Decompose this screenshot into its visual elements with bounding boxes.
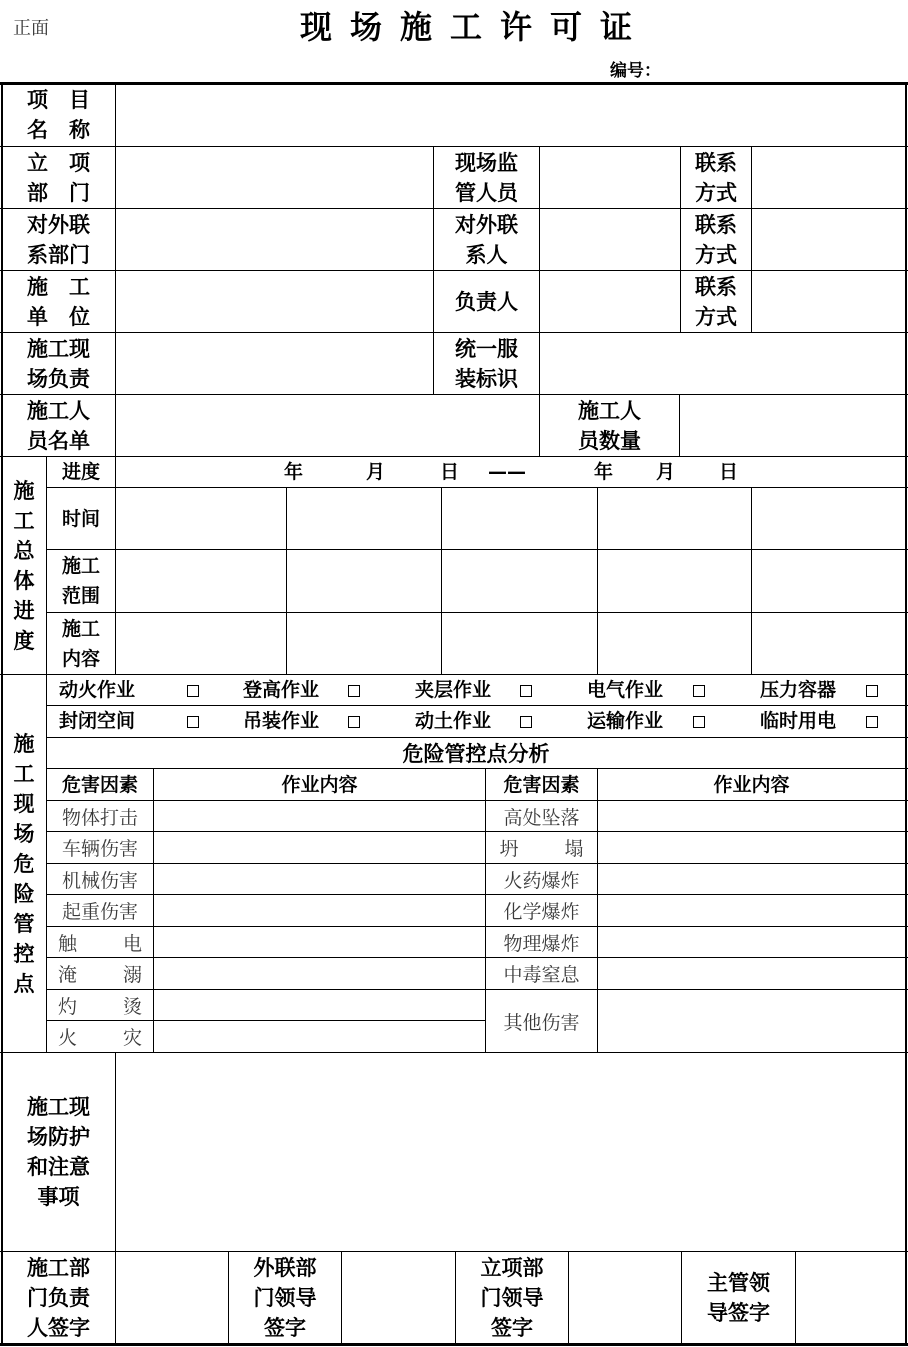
label-char: 控	[13, 941, 35, 966]
label-line: 联系	[695, 212, 737, 237]
progress-row-label-content	[47, 613, 115, 674]
contact-label-2	[681, 209, 751, 270]
label-char: 度	[13, 628, 35, 653]
row-line	[0, 394, 908, 395]
external-dept-input[interactable]	[117, 210, 431, 268]
work-type-label: 临时用电	[760, 710, 837, 732]
work-type-label: 吊装作业	[243, 710, 320, 732]
label-char: 项	[69, 150, 90, 175]
progress-cell[interactable]	[443, 489, 596, 548]
row-line	[46, 926, 908, 927]
label-char: 总	[13, 538, 35, 563]
label-char: 项	[27, 88, 48, 112]
label-line: 施工人	[27, 398, 90, 423]
hazard-factor-left	[47, 895, 153, 926]
label-char: 场	[13, 821, 35, 846]
hazard-name: 物理爆炸	[503, 932, 580, 955]
label-line: 施工人	[578, 398, 641, 423]
hazard-content-left-input[interactable]	[155, 1022, 484, 1051]
precautions-label	[2, 1053, 115, 1251]
start-day-label: 日	[440, 461, 460, 483]
label-char: 现	[13, 791, 35, 816]
label-char: 危	[13, 851, 35, 876]
col-line	[597, 487, 598, 674]
hazard-name: 化学爆炸	[503, 901, 580, 923]
progress-row-label-scope	[47, 550, 115, 612]
row-line	[46, 800, 908, 801]
label-line: 方式	[695, 180, 737, 205]
label-line: 主管领	[707, 1270, 770, 1295]
label-char: 险	[13, 881, 35, 906]
hazard-content-right-input[interactable]	[599, 991, 903, 1051]
label-char: 进	[13, 598, 35, 623]
col-line	[597, 768, 598, 1052]
row-line	[46, 863, 908, 864]
hazard-content-right-input[interactable]	[599, 865, 903, 893]
project-name-input[interactable]	[117, 86, 903, 144]
hazard-content-left-input[interactable]	[155, 802, 484, 830]
hazard-factor-right	[486, 927, 597, 957]
label-line: 门领导	[253, 1285, 317, 1310]
work-type-label: 登高作业	[243, 679, 320, 701]
hazard-char: 触	[58, 932, 78, 955]
label-char: 部	[27, 180, 48, 205]
progress-cell[interactable]	[443, 551, 596, 611]
worker-list-label	[2, 395, 115, 456]
checkbox-electrical-work[interactable]	[693, 685, 705, 697]
label-char: 门	[69, 180, 90, 205]
col-line	[153, 768, 154, 1052]
row-line	[46, 487, 908, 488]
table-bottom-border	[0, 1343, 908, 1346]
col-line	[679, 394, 680, 456]
col-line	[751, 487, 752, 674]
uniform-mark-label	[434, 333, 539, 394]
hazard-factor-left	[47, 1021, 153, 1052]
label-line: 方式	[695, 242, 737, 267]
progress-row-label-time: 时间	[61, 507, 100, 530]
label-line: 施工	[61, 555, 100, 577]
label-line: 管人员	[455, 180, 518, 205]
signature-input-construction-dept[interactable]	[117, 1253, 227, 1342]
hazard-factor-right	[486, 958, 597, 989]
hazard-name: 高处坠落	[503, 806, 580, 829]
person-in-charge-input[interactable]	[541, 272, 678, 330]
site-manager-input[interactable]	[117, 334, 431, 392]
col-line	[568, 1251, 569, 1345]
hazard-content-right-input[interactable]	[599, 896, 903, 925]
hazard-char: 电	[122, 932, 142, 955]
label-line: 人签字	[27, 1315, 90, 1340]
construction-unit-label	[2, 271, 115, 332]
label-line: 场防护	[27, 1125, 90, 1149]
contact-label-1	[681, 147, 751, 208]
hazard-factor-right	[486, 864, 597, 894]
serial-number-input[interactable]	[660, 54, 900, 80]
side-label: 正面	[13, 18, 49, 39]
work-type-label: 动火作业	[59, 679, 136, 701]
row-line	[0, 1052, 908, 1053]
label-char: 体	[13, 568, 35, 593]
progress-cell[interactable]	[288, 614, 440, 673]
col-header-content-right: 作业内容	[713, 773, 790, 796]
row-line	[46, 957, 908, 958]
serial-number-label: 编号：	[610, 61, 661, 81]
hazard-name: 其他伤害	[503, 1011, 580, 1034]
col-header-content-left: 作业内容	[281, 773, 358, 796]
label-line: 对外联	[455, 212, 518, 237]
site-supervisor-label	[434, 147, 539, 208]
uniform-mark-input[interactable]	[541, 334, 903, 392]
hazard-name: 中毒窒息	[503, 964, 580, 986]
label-line: 统一服	[455, 336, 518, 361]
contact-input-2[interactable]	[753, 210, 903, 268]
row-line	[46, 831, 908, 832]
end-year-label: 年	[594, 461, 614, 483]
label-char: 点	[13, 971, 35, 996]
hazard-factor-left	[47, 832, 153, 863]
col-line	[115, 84, 116, 456]
external-contact-label	[434, 209, 539, 270]
col-line	[115, 1052, 116, 1345]
col-line	[115, 456, 116, 674]
table-right-border	[905, 84, 907, 1345]
hazard-content-right-input[interactable]	[599, 802, 903, 830]
signature-label-external-dept	[229, 1252, 341, 1343]
label-char: 立	[27, 150, 48, 175]
label-char: 工	[13, 761, 35, 786]
progress-cell[interactable]	[117, 551, 285, 611]
hazard-content-right-input[interactable]	[599, 833, 903, 862]
row-line	[46, 894, 908, 895]
checkbox-hot-work[interactable]	[187, 685, 199, 697]
progress-cell[interactable]	[599, 551, 750, 611]
col-line	[441, 487, 442, 674]
col-line	[795, 1251, 796, 1345]
work-type-row-2	[47, 706, 905, 737]
start-month-label: 月	[366, 461, 386, 483]
progress-section-label	[2, 457, 46, 674]
label-char: 施	[27, 274, 48, 299]
precautions-textarea[interactable]	[117, 1054, 903, 1249]
label-char: 施	[13, 731, 35, 756]
hazard-char: 灼	[58, 995, 78, 1018]
end-month-label: 月	[656, 461, 676, 483]
label-line: 立项部	[480, 1255, 544, 1280]
progress-cell[interactable]	[753, 551, 903, 611]
label-line: 施工现	[27, 336, 90, 361]
checkbox-mezzanine-work[interactable]	[520, 685, 532, 697]
label-char: 目	[69, 88, 90, 112]
signature-label-initiating-dept	[456, 1252, 568, 1343]
work-type-label: 压力容器	[760, 679, 837, 701]
hazard-factor-right	[486, 895, 597, 926]
hazard-char: 塌	[564, 838, 584, 860]
worker-count-label	[540, 395, 679, 456]
date-dash: ——	[488, 461, 526, 483]
checkbox-transport-work[interactable]	[693, 716, 705, 728]
hazard-content-left-input[interactable]	[155, 865, 484, 893]
row-line	[46, 612, 908, 613]
date-range	[116, 457, 905, 487]
contact-label-3	[681, 271, 751, 332]
page-title: 现场施工许可证	[300, 8, 651, 46]
checkbox-excavation-work[interactable]	[520, 716, 532, 728]
hazard-name: 机械伤害	[61, 869, 138, 892]
progress-cell[interactable]	[599, 489, 750, 548]
label-line: 联系	[695, 274, 737, 299]
label-char: 管	[13, 911, 35, 936]
progress-cell[interactable]	[599, 614, 750, 673]
label-char: 工	[13, 508, 35, 533]
label-char: 单	[27, 304, 48, 329]
worker-count-input[interactable]	[681, 396, 903, 454]
col-line	[751, 146, 752, 332]
signature-input-supervisor[interactable]	[797, 1253, 903, 1342]
hazard-char: 灾	[122, 1027, 142, 1049]
label-char: 位	[69, 304, 90, 329]
hazard-factor-left	[47, 801, 153, 831]
hazard-name: 车辆伤害	[61, 838, 138, 860]
label-line: 施工部	[27, 1255, 90, 1280]
row-line	[46, 549, 908, 550]
hazard-char: 烫	[122, 995, 142, 1018]
work-type-label: 封闭空间	[59, 710, 136, 732]
label-line: 场负责	[27, 366, 90, 391]
contact-input-3[interactable]	[753, 272, 903, 330]
schedule-label: 进度	[61, 461, 100, 483]
progress-cell[interactable]	[117, 614, 285, 673]
label-line: 系人	[465, 242, 508, 267]
person-in-charge-label: 负责人	[455, 289, 518, 314]
label-line: 员数量	[578, 428, 641, 453]
progress-cell[interactable]	[753, 614, 903, 673]
label-line: 导签字	[707, 1300, 770, 1325]
hazard-factor-left	[47, 864, 153, 894]
label-line: 事项	[37, 1185, 80, 1209]
label-line: 对外联	[27, 212, 90, 237]
worker-list-input[interactable]	[117, 396, 537, 454]
hazard-factor-right	[486, 801, 597, 831]
col-header-factor-right: 危害因素	[503, 773, 580, 796]
label-line: 签字	[491, 1315, 533, 1340]
label-line: 现场监	[455, 150, 518, 175]
label-line: 员名单	[27, 428, 90, 453]
construction-unit-input[interactable]	[117, 272, 431, 330]
checkbox-work-at-height[interactable]	[348, 685, 360, 697]
hazard-char: 淹	[58, 964, 78, 986]
hazard-content-left-input[interactable]	[155, 991, 484, 1019]
hazard-char: 溺	[122, 964, 142, 986]
hazard-factor-left	[47, 927, 153, 957]
hazard-char: 坍	[499, 838, 519, 860]
initiating-dept-label	[2, 147, 115, 208]
hazard-content-right-input[interactable]	[599, 928, 903, 956]
external-contact-input[interactable]	[541, 210, 678, 268]
work-type-label: 夹层作业	[415, 679, 492, 701]
progress-cell[interactable]	[753, 489, 903, 548]
col-line	[286, 487, 287, 674]
label-char: 称	[69, 118, 90, 142]
progress-cell[interactable]	[288, 551, 440, 611]
checkbox-lifting-work[interactable]	[348, 716, 360, 728]
label-line: 门领导	[480, 1285, 544, 1310]
end-day-label: 日	[719, 461, 739, 483]
start-year-label: 年	[284, 461, 304, 483]
label-char: 施	[13, 478, 35, 503]
signature-input-external-dept[interactable]	[343, 1253, 454, 1342]
label-line: 和注意	[27, 1155, 90, 1179]
external-dept-label	[2, 209, 115, 270]
hazard-factor-left	[47, 990, 153, 1020]
label-line: 外联部	[253, 1255, 317, 1280]
hazard-section-label	[2, 675, 46, 1052]
progress-cell[interactable]	[288, 489, 440, 548]
hazard-char: 火	[58, 1027, 78, 1049]
col-line	[341, 1251, 342, 1345]
checkbox-pressure-vessel[interactable]	[866, 685, 878, 697]
hazard-factor-right	[486, 832, 597, 863]
checkbox-temporary-power[interactable]	[866, 716, 878, 728]
label-line: 方式	[695, 304, 737, 329]
checkbox-confined-space[interactable]	[187, 716, 199, 728]
label-line: 内容	[61, 647, 100, 670]
label-char: 名	[27, 118, 48, 142]
work-type-label: 电气作业	[587, 679, 664, 701]
label-char: 工	[69, 274, 90, 299]
col-header-factor-left: 危害因素	[61, 773, 138, 796]
hazard-content-right-input[interactable]	[599, 959, 903, 988]
label-line: 系部门	[27, 242, 90, 267]
analysis-title: 危险管控点分析	[402, 742, 550, 766]
table-top-border	[0, 82, 908, 85]
work-type-label: 动土作业	[415, 710, 492, 732]
signature-label-construction-dept	[2, 1252, 115, 1343]
site-manager-label	[2, 333, 115, 394]
hazard-factor-right	[486, 990, 597, 1052]
contact-input-1[interactable]	[753, 148, 903, 206]
site-supervisor-input[interactable]	[541, 148, 678, 206]
label-line: 签字	[264, 1315, 306, 1340]
hazard-name: 起重伤害	[61, 901, 138, 923]
label-line: 范围	[61, 585, 100, 607]
hazard-content-left-input[interactable]	[155, 833, 484, 862]
hazard-factor-left	[47, 958, 153, 989]
project-name-label	[2, 84, 115, 146]
hazard-name: 物体打击	[61, 806, 138, 829]
label-line: 施工现	[27, 1095, 90, 1119]
label-line: 门负责	[27, 1285, 90, 1310]
progress-cell[interactable]	[443, 614, 596, 673]
work-type-row-1	[47, 675, 905, 706]
work-type-label: 运输作业	[587, 710, 664, 732]
signature-input-initiating-dept[interactable]	[570, 1253, 680, 1342]
hazard-content-left-input[interactable]	[155, 896, 484, 925]
label-line: 联系	[695, 150, 737, 175]
hazard-content-left-input[interactable]	[155, 959, 484, 988]
label-line: 施工	[61, 617, 100, 640]
signature-label-supervisor	[682, 1252, 795, 1343]
hazard-content-left-input[interactable]	[155, 928, 484, 956]
progress-cell[interactable]	[117, 489, 285, 548]
hazard-name: 火药爆炸	[503, 869, 580, 892]
initiating-dept-input[interactable]	[117, 148, 431, 206]
row-line	[46, 989, 908, 990]
label-line: 装标识	[455, 366, 518, 391]
